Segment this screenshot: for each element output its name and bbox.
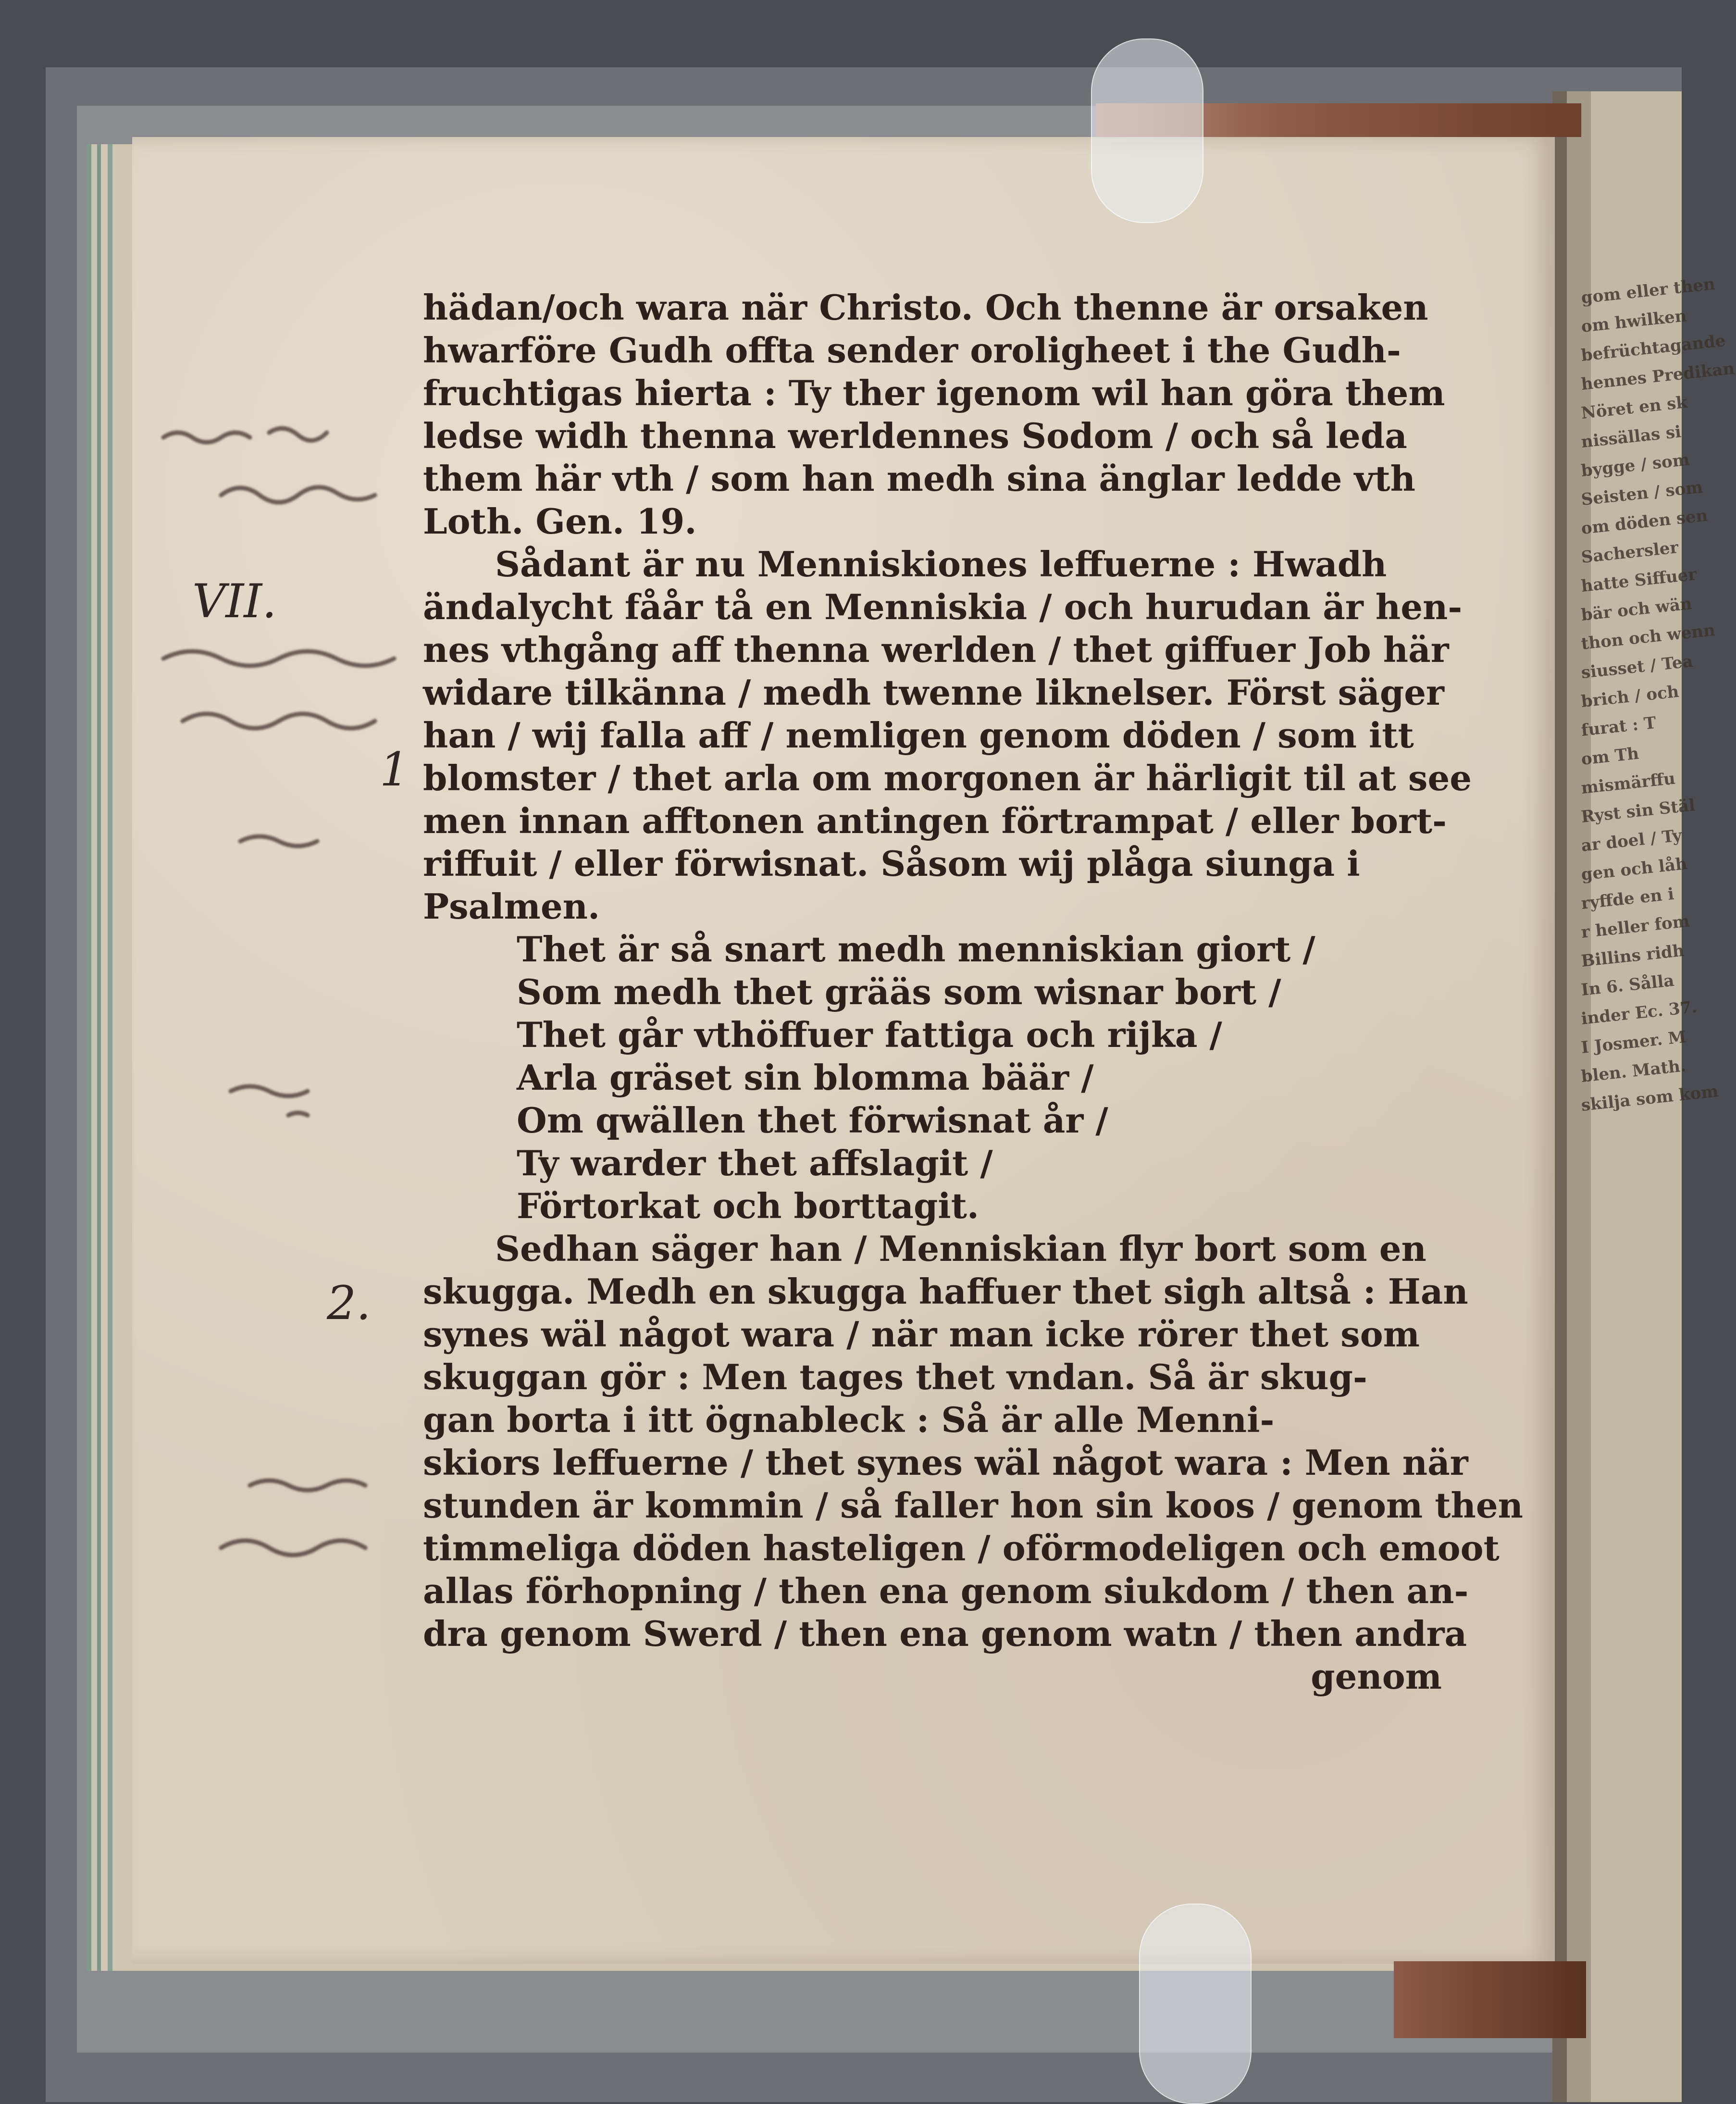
opposite-page-line: gen och låh [1580, 854, 1688, 884]
text-line: gan borta i itt ögnableck : Så är alle Menni- [423, 1399, 1275, 1440]
opposite-page-line: om Th [1580, 744, 1640, 769]
opposite-page-line: bygge / som [1580, 450, 1691, 481]
opposite-page-line: hennes Predikan [1580, 359, 1736, 394]
opposite-page-line: I Josmer. M [1580, 1027, 1687, 1058]
text-line: Sedhan säger han / Menniskian flyr bort som en [495, 1228, 1426, 1269]
scribble [221, 487, 375, 502]
opposite-page-line: blen. Math. [1580, 1056, 1687, 1086]
opposite-page-line: inder Ec. 37. [1580, 997, 1698, 1029]
scribble [163, 651, 394, 666]
sleeve-clip-bottom [1139, 1904, 1252, 2104]
text-line: ledse widh thenna werldennes Sodom / och så leda [423, 415, 1407, 456]
verse-line: Förtorkat och borttagit. [517, 1185, 979, 1226]
sleeve-clip-top [1091, 38, 1203, 223]
opposite-page-line: ryffde en i [1580, 884, 1675, 913]
verse-line: Som medh thet grääs som wisnar bort / [517, 971, 1281, 1012]
marginalia-scribbles [144, 409, 413, 1658]
text-line: allas förhopning / then ena genom siukdom / then an- [423, 1570, 1469, 1611]
catchword: genom [1311, 1656, 1442, 1697]
opposite-page-line: In 6. Sålla [1580, 971, 1675, 1000]
opposite-page-line: brich / och [1580, 682, 1680, 711]
opposite-page-line: bär och wän [1580, 594, 1693, 625]
margin-numeral-vii: VII. [192, 574, 277, 628]
opposite-page-text [1580, 274, 1736, 1120]
text-line: blomster / thet arla om morgonen är härligit til at see [423, 758, 1472, 798]
text-line: han / wij falla aff / nemligen genom döden / som itt [423, 715, 1414, 756]
verse-line: Ty warder thet affslagit / [517, 1143, 993, 1183]
text-line: widare tilkänna / medh twenne liknelser. Först säger [423, 672, 1444, 713]
text-line: timmeliga döden hasteligen / oförmodeligen och emoot [423, 1528, 1500, 1569]
opposite-page-line: om döden sen [1580, 506, 1709, 538]
opposite-page-line: r heller fom [1580, 911, 1691, 942]
opposite-page-line: Seisten / som [1580, 477, 1704, 510]
text-line: fruchtigas hierta : Ty ther igenom wil han göra them [423, 373, 1445, 413]
opposite-page-line: Sachersler [1580, 537, 1680, 567]
opposite-page-line: nissällas si [1580, 422, 1682, 452]
opposite-page-line: siusset / Tea [1580, 651, 1694, 683]
text-line: them här vth / som han medh sina änglar ledde vth [423, 458, 1415, 499]
text-line: hädan/och wara när Christo. Och thenne är orsaken [423, 287, 1428, 328]
text-line: Psalmen. [423, 886, 600, 927]
scribble [183, 714, 375, 728]
text-line: Loth. Gen. 19. [423, 501, 697, 542]
scribble [231, 1086, 308, 1115]
text-line: men innan afftonen antingen förtrampat / eller bort- [423, 800, 1447, 841]
scribble [240, 836, 317, 846]
margin-numeral-1: 1 [380, 743, 409, 797]
verse-line: Om qwällen thet förwisnat år / [517, 1100, 1108, 1141]
verse-line: Thet är så snart medh menniskian giort / [517, 929, 1315, 970]
verse-line: Thet går vthöffuer fattiga och rijka / [517, 1014, 1222, 1055]
text-line: riffuit / eller förwisnat. Såsom wij plåga siunga i [423, 843, 1360, 884]
opposite-page-line: thon och wenn [1580, 620, 1716, 654]
opposite-page-line: skilja som kom [1580, 1082, 1720, 1115]
text-line: dra genom Swerd / then ena genom watn / then andra [423, 1613, 1467, 1654]
text-line: skugga. Medh en skugga haffuer thet sigh altså : Han [423, 1271, 1468, 1312]
text-line: synes wäl något wara / när man icke rörer thet som [423, 1314, 1420, 1355]
opposite-page-line: befrüchtagande [1580, 331, 1727, 365]
scribble [221, 1541, 365, 1555]
text-line: skuggan gör : Men tages thet vndan. Så är skug- [423, 1357, 1367, 1397]
text-line: skiors leffuerne / thet synes wäl något wara : Men när [423, 1442, 1468, 1483]
text-line: stunden är kommin / så faller hon sin koos / genom then [423, 1485, 1524, 1526]
margin-numeral-2: 2. [327, 1276, 371, 1330]
opposite-page-line: Billins ridh [1580, 941, 1686, 971]
opposite-page-line: hatte Siffuer [1580, 564, 1698, 596]
opposite-page-line: Nöret en sk [1580, 392, 1688, 423]
binding-bottom [1394, 1961, 1586, 2038]
text-line: Sådant är nu Menniskiones leffuerne : Hwadh [495, 544, 1387, 585]
verse-line: Arla gräset sin blomma bäär / [517, 1057, 1094, 1098]
opposite-page-line: gom eller then [1580, 274, 1716, 308]
text-line: nes vthgång aff thenna werlden / thet giffuer Job här [423, 629, 1449, 670]
opposite-page-line: Ryst sin Stäl [1580, 796, 1696, 827]
opposite-page-line: ar doel / Ty [1580, 826, 1683, 856]
page-text [423, 286, 1524, 1698]
opposite-page [1552, 91, 1736, 2102]
scribble [163, 428, 327, 442]
opposite-page-line: om hwilken [1580, 306, 1688, 336]
text-line: ändalycht fåår tå en Menniskia / och hurudan är hen- [423, 586, 1463, 627]
scribble [250, 1481, 365, 1490]
text-line: hwarföre Gudh offta sender oroligheet i the Gudh- [423, 330, 1401, 371]
opposite-page-line: mismärffu [1580, 769, 1676, 798]
opposite-page-line: furat : T [1580, 713, 1657, 740]
